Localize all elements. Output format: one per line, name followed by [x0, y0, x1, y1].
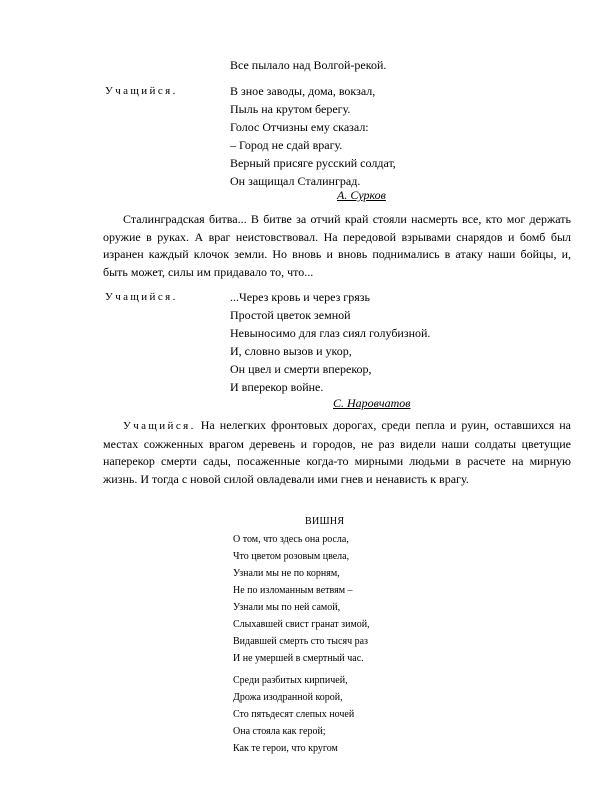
verse-line: Невыносимо для глаз сиял голубизной.	[230, 326, 431, 340]
prose-paragraph	[103, 417, 571, 488]
poem-line: О том, что здесь она росла,	[233, 534, 349, 545]
poem-line: Узнали мы не по корням,	[233, 568, 340, 579]
poem-line: Как те герои, что кругом	[233, 743, 338, 754]
poem-line: Что цветом розовым цвела,	[233, 551, 350, 562]
poem-line: Слыхавшей свист гранат зимой,	[233, 619, 370, 630]
verse-line: Все пылало над Волгой-рекой.	[230, 58, 387, 72]
speaker-label: Учащийся.	[105, 85, 178, 97]
verse-line: Он защищал Сталинград.	[230, 174, 361, 188]
verse-line: Простой цветок земной	[230, 308, 351, 322]
speaker-label: Учащийся.	[123, 420, 196, 432]
poem-line: Видавшей смерть сто тысяч раз	[233, 636, 368, 647]
verse-line: – Город не сдай врагу.	[230, 138, 343, 152]
verse-line: ...Через кровь и через грязь	[230, 290, 370, 304]
poem-line: И не умершей в смертный час.	[233, 653, 364, 664]
verse-line: В зное заводы, дома, вокзал,	[230, 84, 376, 98]
prose-paragraph	[103, 211, 571, 281]
paragraph-text: На нелегких фронтовых дорогах, среди пепла и руин, оставшихся на местах сожженных врагом деревень и городов, не раз видели наши солдаты цветущие наперекор смерти сады, посаженные когда-то мирными людьми в расчете на мирную жизнь. И тогда с новой силой овладевали ими гнев и ненависть к врагу.	[103, 418, 572, 486]
poem-title: ВИШНЯ	[305, 516, 345, 527]
poem-line: Среди разбитых кирпичей,	[233, 675, 348, 686]
poem-line: Она стояла как герой;	[233, 726, 326, 737]
verse-line: И вперекор войне.	[230, 380, 324, 394]
verse-line: Верный присяге русский солдат,	[230, 156, 396, 170]
author-signature: А. Сурков	[337, 188, 386, 202]
author-signature: С. Наровчатов	[333, 396, 411, 410]
speaker-label: Учащийся.	[105, 291, 178, 303]
verse-line: Он цвел и смерти вперекор,	[230, 362, 372, 376]
poem-line: Сто пятьдесят слепых ночей	[233, 709, 355, 720]
poem-line: Не по изломанным ветвям –	[233, 585, 353, 596]
verse-line: И, словно вызов и укор,	[230, 344, 352, 358]
poem-line: Дрожа изодранной корой,	[233, 692, 343, 703]
verse-line: Пыль на крутом берегу.	[230, 102, 351, 116]
verse-line: Голос Отчизны ему сказал:	[230, 120, 369, 134]
paragraph-text: Сталинградская битва... В битве за отчий край стояли насмерть все, кто мог держать оружие в руках. А враг неистовствовал. На передовой взрывами снарядов и бомб был изранен каждый клочок земли. Но вновь и вновь поднимались в атаку наши бойцы, и, быть может, силы им придавало то, что...	[103, 212, 571, 279]
poem-line: Узнали мы по ней самой,	[233, 602, 341, 613]
